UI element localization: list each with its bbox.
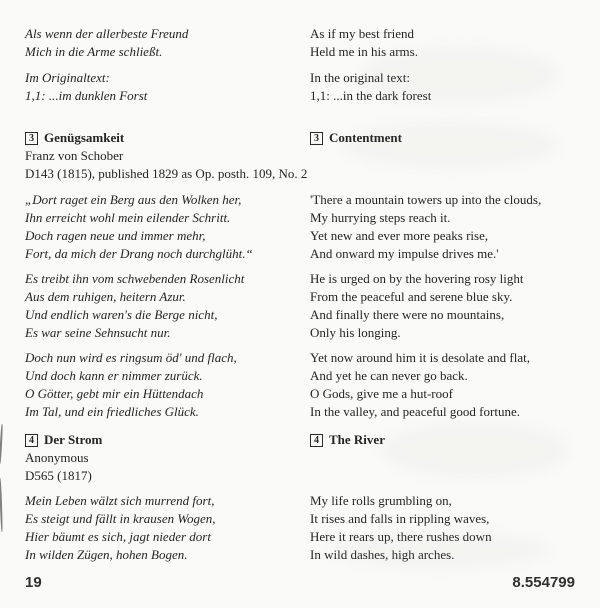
song4-title-de <box>25 431 310 449</box>
page-footer <box>25 574 575 591</box>
song3-heading-english <box>310 129 575 183</box>
verse-line: O Götter, gebt mir ein Hüttendach <box>25 386 204 401</box>
page-number: 19 <box>25 574 42 591</box>
verse-line: It rises and falls in rippling waves, <box>310 511 490 526</box>
song4-title-de-text: Der Strom <box>44 432 103 447</box>
verse-line: Und doch kann er nimmer zurück. <box>25 368 203 383</box>
verse-line: And finally there were no mountains, <box>310 307 505 322</box>
verse-line: And yet he can never go back. <box>310 368 468 383</box>
song3-stanza3-row <box>25 349 575 421</box>
track-number-box: 4 <box>310 434 323 447</box>
song4-catalog: D565 (1817) <box>25 468 92 483</box>
song3-stanza1-german <box>25 191 310 263</box>
verse-line: Doch ragen neue und immer mehr, <box>25 228 206 243</box>
verse-line: My hurrying steps reach it. <box>310 210 451 225</box>
verse-line: And onward my impulse drives me.' <box>310 246 499 261</box>
song3-stanza2-row <box>25 270 575 342</box>
verse-line: In wilden Zügen, hohen Bogen. <box>25 547 188 562</box>
opening-stanza-english <box>310 25 575 61</box>
song3-stanza2-german <box>25 270 310 342</box>
song4-heading-row <box>25 431 575 485</box>
verse-line: In the valley, and peaceful good fortune. <box>310 404 520 419</box>
song3-heading-row <box>25 129 575 183</box>
song4-title-en <box>310 431 575 449</box>
song3-title-en <box>310 129 575 147</box>
original-text-note-german <box>25 69 310 105</box>
verse-line: Aus dem ruhigen, heitern Azur. <box>25 289 186 304</box>
verse-line: In wild dashes, high arches. <box>310 547 455 562</box>
verse-line: Held me in his arms. <box>310 44 418 59</box>
track-number-box: 3 <box>25 132 38 145</box>
verse-line: „Dort raget ein Berg aus den Wolken her, <box>25 192 242 207</box>
verse-line: From the peaceful and serene blue sky. <box>310 289 513 304</box>
verse-line: Only his longing. <box>310 325 401 340</box>
verse-line: Hier bäumt es sich, jagt nieder dort <box>25 529 211 544</box>
note-line: Im Originaltext: <box>25 70 110 85</box>
verse-line: Ihn erreicht wohl mein eilender Schritt. <box>25 210 231 225</box>
verse-line: Es war seine Sehnsucht nur. <box>25 325 171 340</box>
verse-line: Yet new and ever more peaks rise, <box>310 228 489 243</box>
song3-stanza1-english <box>310 191 575 263</box>
song3-title-en-text: Contentment <box>329 130 402 145</box>
verse-line: My life rolls grumbling on, <box>310 493 452 508</box>
verse-line: 'There a mountain towers up into the clouds, <box>310 192 542 207</box>
verse-line: Es steigt und fällt in krausen Wogen, <box>25 511 216 526</box>
verse-line: Fort, da mich der Drang noch durchglüht.“ <box>25 246 253 261</box>
song3-stanza3-english <box>310 349 575 421</box>
song3-title-de-text: Genügsamkeit <box>44 130 125 145</box>
verse-line: Yet now around him it is desolate and flat, <box>310 350 531 365</box>
opening-stanza-row <box>25 25 575 61</box>
song3-catalog: D143 (1815), published 1829 as Op. posth. 109, No. 2 <box>25 166 308 181</box>
track-number-box: 3 <box>310 132 323 145</box>
verse-line: Here it rears up, there rushes down <box>310 529 492 544</box>
verse-line: Als wenn der allerbeste Freund <box>25 26 189 41</box>
verse-line: Und endlich waren's die Berge nicht, <box>25 307 218 322</box>
song3-heading-german <box>25 129 310 183</box>
original-text-note-english <box>310 69 575 105</box>
verse-line: Im Tal, und ein friedliches Glück. <box>25 404 199 419</box>
verse-line: Mein Leben wälzt sich murrend fort, <box>25 493 215 508</box>
verse-line: As if my best friend <box>310 26 414 41</box>
song3-stanza2-english <box>310 270 575 342</box>
song3-stanza3-german <box>25 349 310 421</box>
song4-title-en-text: The River <box>329 432 385 447</box>
note-line: In the original text: <box>310 70 411 85</box>
song4-heading-german <box>25 431 310 485</box>
song3-title-de <box>25 129 310 147</box>
song4-stanza1-row <box>25 492 575 564</box>
opening-stanza-german <box>25 25 310 61</box>
song4-stanza1-german <box>25 492 310 564</box>
verse-line: Doch nun wird es ringsum öd' und flach, <box>25 350 237 365</box>
song4-stanza1-english <box>310 492 575 564</box>
verse-line: Mich in die Arme schließt. <box>25 44 163 59</box>
track-number-box: 4 <box>25 434 38 447</box>
song4-heading-english <box>310 431 575 485</box>
verse-line: Es treibt ihn vom schwebenden Rosenlicht <box>25 271 245 286</box>
song3-stanza1-row <box>25 191 575 263</box>
verse-line: He is urged on by the hovering rosy light <box>310 271 524 286</box>
song4-poet: Anonymous <box>25 450 89 465</box>
verse-line: O Gods, give me a hut-roof <box>310 386 453 401</box>
note-line: 1,1: ...im dunklen Forst <box>25 88 148 103</box>
song3-poet: Franz von Schober <box>25 148 124 163</box>
original-text-note-row <box>25 69 575 105</box>
catalog-number: 8.554799 <box>512 574 575 591</box>
note-line: 1,1: ...in the dark forest <box>310 88 432 103</box>
